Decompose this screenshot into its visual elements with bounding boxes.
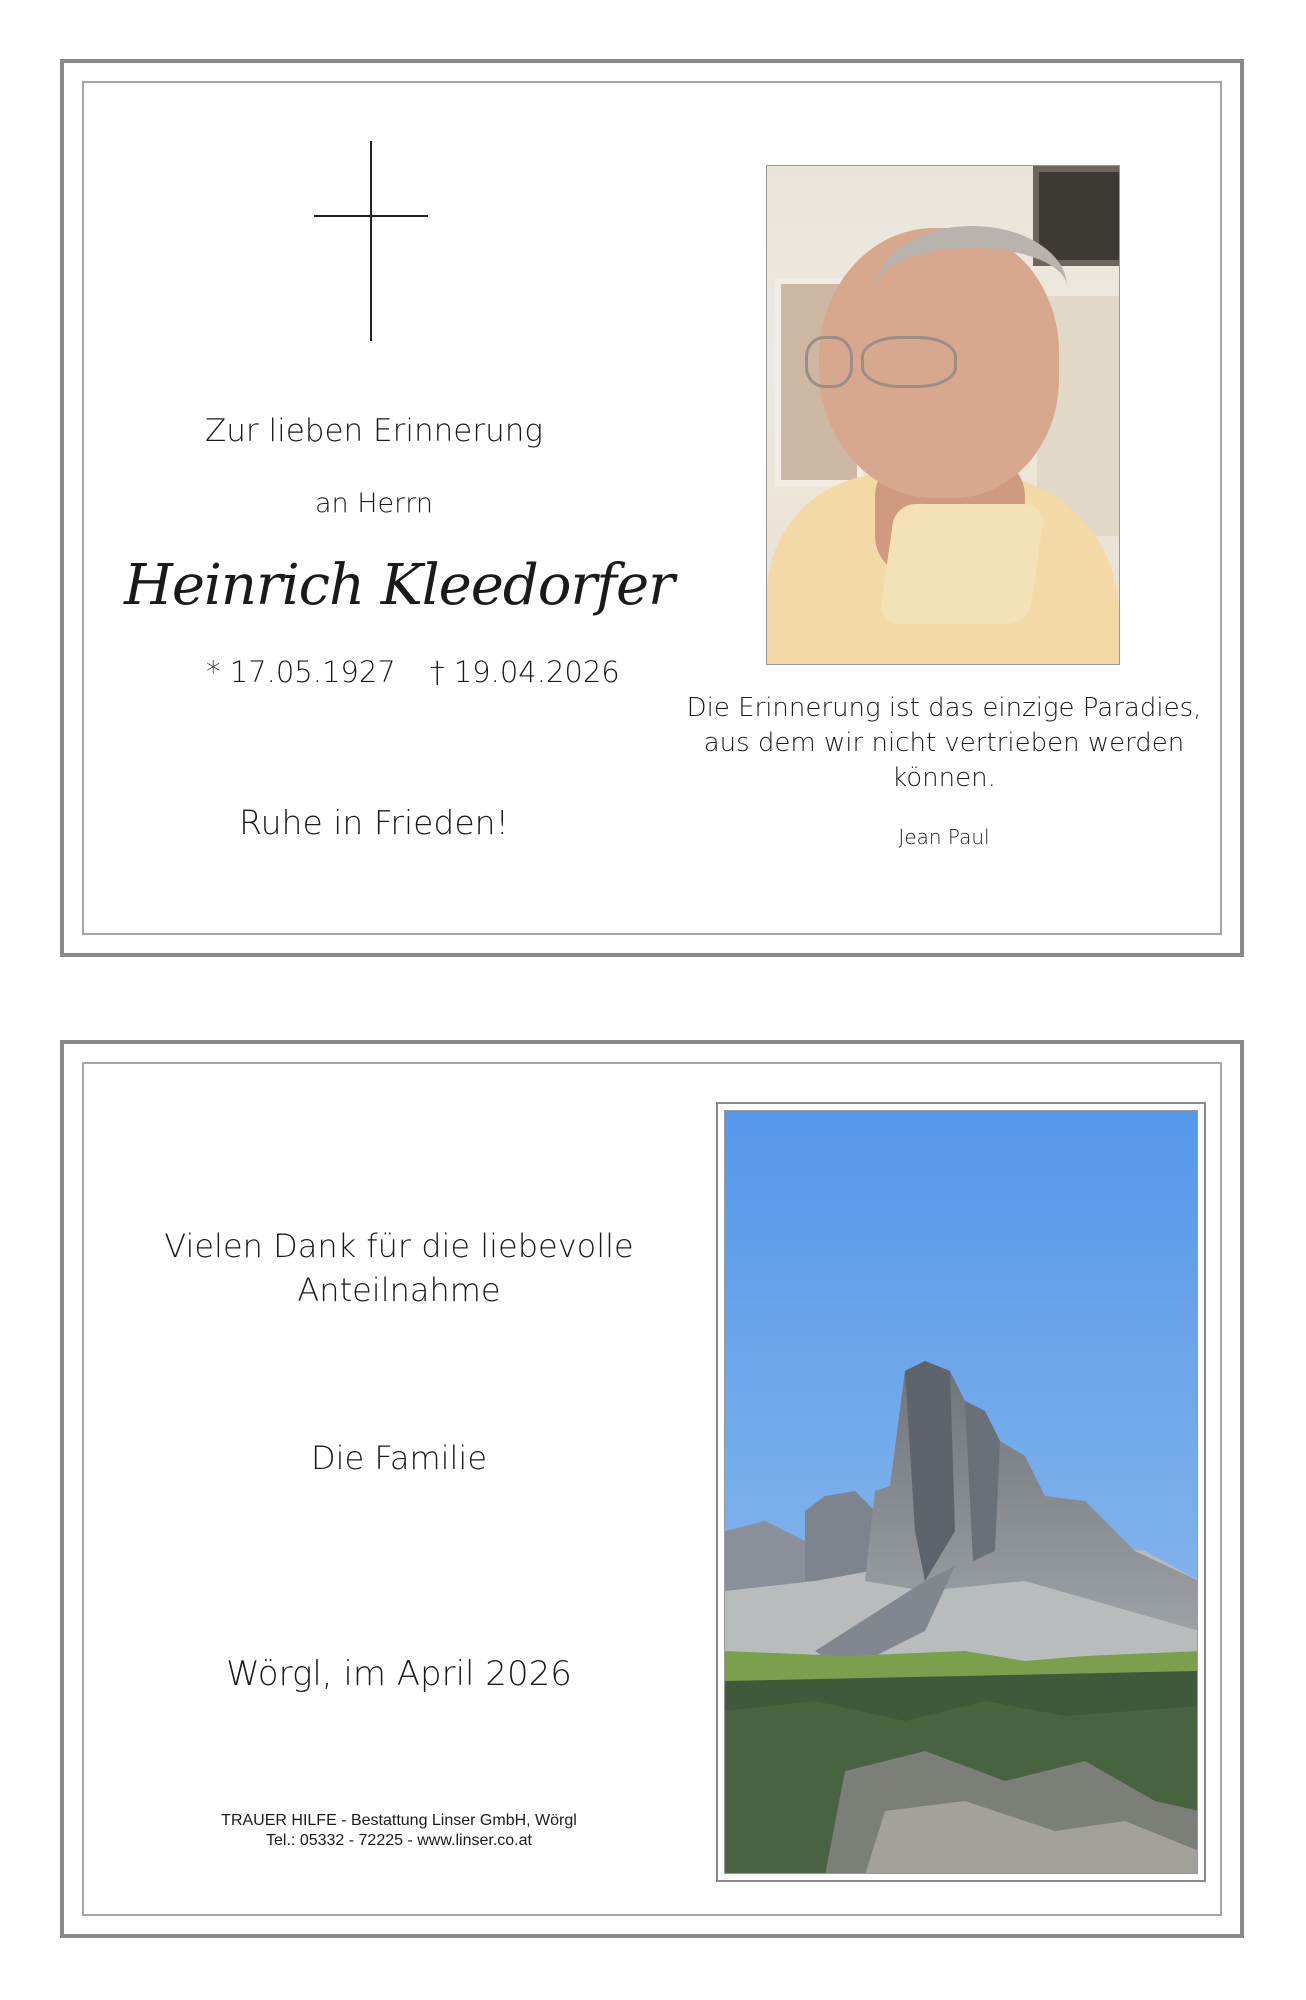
cross-icon-bar [314, 215, 428, 217]
funeral-home-name: TRAUER HILFE - Bestattung Linser GmbH, Wörgl [221, 1812, 577, 1829]
portrait-photo [766, 165, 1120, 665]
birth-date: * 17.05.1927 [206, 655, 396, 689]
memorial-card-back [60, 1040, 1244, 1938]
thank-you-message: Vielen Dank für die liebevolle Anteilnahme [164, 1227, 634, 1309]
memorial-quote: Die Erinnerung ist das einzige Paradies, aus dem wir nicht vertrieben werden können. [686, 693, 1202, 793]
funeral-home-contact: Tel.: 05332 - 72225 - www.linser.co.at [266, 1832, 532, 1849]
mountain-landscape-photo [724, 1110, 1198, 1874]
place-and-date: Wörgl, im April 2026 [226, 1654, 572, 1694]
death-date: † 19.04.2026 [430, 655, 620, 689]
memorial-card-front [60, 59, 1244, 957]
cross-icon [370, 141, 372, 341]
family-signature: Die Familie [311, 1439, 487, 1477]
salutation: an Herrn [315, 488, 433, 519]
rest-in-peace: Ruhe in Frieden! [239, 803, 509, 842]
deceased-name: Heinrich Kleedorfer [124, 553, 674, 618]
quote-author: Jean Paul [898, 825, 990, 849]
memorial-intro: Zur lieben Erinnerung [205, 413, 543, 449]
